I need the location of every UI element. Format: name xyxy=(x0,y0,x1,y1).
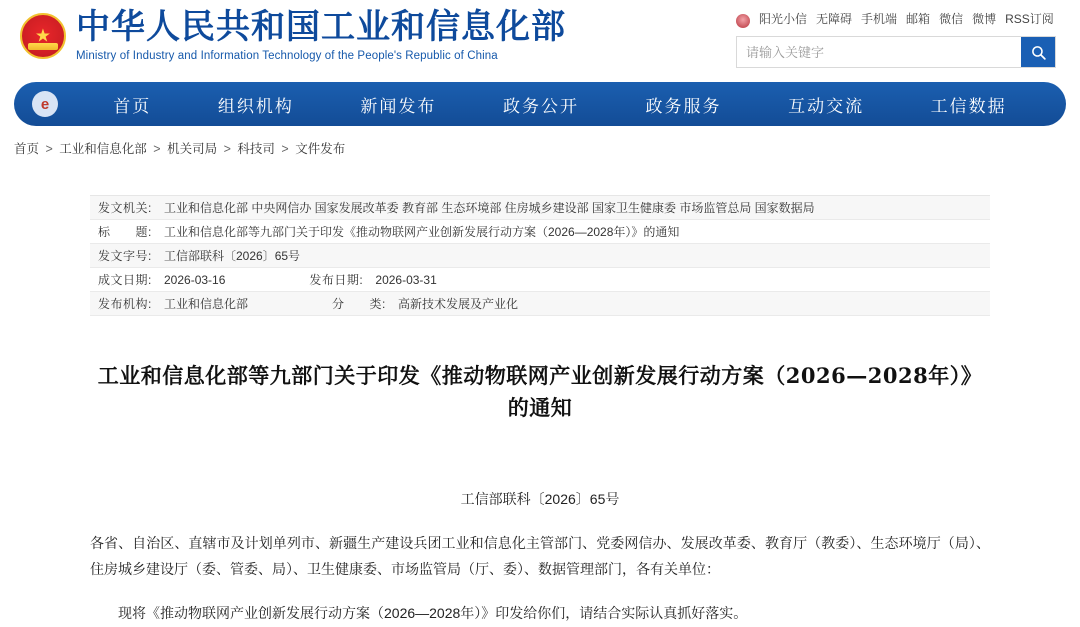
breadcrumb-separator: > xyxy=(45,142,53,156)
meta-label-issuer: 发文机关: xyxy=(98,201,152,215)
top-link-mobile[interactable]: 手机端 xyxy=(861,12,898,26)
meta-value-title: 工业和信息化部等九部门关于印发《推动物联网产业创新发展行动方案（2026—2028年）》的通知 xyxy=(164,225,680,239)
breadcrumb-item-home[interactable]: 首页 xyxy=(14,142,40,156)
nav-item-government-disclosure[interactable]: 政务公开 xyxy=(502,96,579,116)
meta-value-issuer: 工业和信息化部 中央网信办 国家发展改革委 教育部 生态环境部 住房城乡建设部 国家卫生健康委 市场监管总局 国家数据局 xyxy=(164,201,815,215)
breadcrumb xyxy=(0,126,1080,157)
breadcrumb-item-miit[interactable]: 工业和信息化部 xyxy=(59,142,147,156)
top-link-wechat[interactable]: 微信 xyxy=(939,12,964,26)
header-right xyxy=(736,8,1066,68)
nav-item-news[interactable]: 新闻发布 xyxy=(360,96,437,116)
site-title-en: Ministry of Industry and Information Technology of the People's Republic of China xyxy=(76,50,498,63)
meta-label-docnumber: 发文字号: xyxy=(98,249,152,263)
nav-item-home[interactable]: 首页 xyxy=(113,96,152,116)
breadcrumb-item-science-tech[interactable]: 科技司 xyxy=(237,142,275,156)
meta-value-docnumber: 工信部联科〔2026〕65号 xyxy=(164,249,301,263)
nav-item-government-services[interactable]: 政务服务 xyxy=(645,96,722,116)
meta-value-publish-date: 2026-03-31 xyxy=(375,272,437,287)
document-meta-table xyxy=(90,195,990,316)
national-emblem-icon xyxy=(20,13,66,59)
document-paragraph: 各省、自治区、直辖市及计划单列市、新疆生产建设兵团工业和信息化主管部门、党委网信办、发展改革委、教育厅（教委）、生态环境厅（局）、住房城乡建设厅（委、管委、局）、卫生健康委、市场监管局（厅、委）、数据管理部门，各有关单位： xyxy=(90,535,990,577)
main-nav-wrapper xyxy=(0,82,1080,126)
nav-logo-icon[interactable]: e xyxy=(32,91,58,117)
search-icon xyxy=(1030,44,1047,61)
site-title-cn: 中华人民共和国工业和信息化部 xyxy=(76,7,566,47)
breadcrumb-item-departments[interactable]: 机关司局 xyxy=(167,142,218,156)
search-input[interactable] xyxy=(737,37,1021,67)
site-logo[interactable] xyxy=(14,8,566,62)
page-title: 工业和信息化部等九部门关于印发《推动物联网产业创新发展行动方案（2026—2028年）》的通知 xyxy=(97,363,983,420)
top-link-sunshine[interactable]: 阳光小信 xyxy=(759,12,808,26)
breadcrumb-separator: > xyxy=(153,142,161,156)
meta-row xyxy=(90,292,990,316)
breadcrumb-item-document-release[interactable]: 文件发布 xyxy=(295,142,346,156)
meta-row xyxy=(90,268,990,292)
nav-item-data[interactable]: 工信数据 xyxy=(930,96,1007,116)
site-header xyxy=(0,0,1080,82)
sunlight-icon xyxy=(736,14,750,28)
meta-label-title: 标 题: xyxy=(98,225,152,239)
search-bar xyxy=(736,36,1056,68)
top-links xyxy=(736,10,1066,27)
breadcrumb-separator: > xyxy=(223,142,231,156)
nav-items xyxy=(80,92,1066,117)
meta-label-category: 分 类: xyxy=(332,297,386,311)
meta-label-publish-date: 发布日期: xyxy=(309,273,364,287)
meta-value-written-date: 2026-03-16 xyxy=(164,272,226,287)
breadcrumb-separator: > xyxy=(281,142,289,156)
meta-row xyxy=(90,196,990,220)
meta-label-written-date: 成文日期: xyxy=(98,273,152,287)
meta-row xyxy=(90,244,990,268)
meta-label-publisher: 发布机构: xyxy=(98,297,152,311)
nav-item-organization[interactable]: 组织机构 xyxy=(217,96,294,116)
document-number: 工信部联科〔2026〕65号 xyxy=(460,491,620,507)
meta-row xyxy=(90,220,990,244)
top-link-mail[interactable]: 邮箱 xyxy=(906,12,931,26)
meta-value-category: 高新技术发展及产业化 xyxy=(398,297,519,311)
top-link-accessibility[interactable]: 无障碍 xyxy=(816,12,853,26)
document-paragraph: 现将《推动物联网产业创新发展行动方案（2026—2028年）》印发给你们，请结合实际认真抓好落实。 xyxy=(118,604,748,621)
meta-value-publisher: 工业和信息化部 xyxy=(164,297,249,311)
top-link-rss[interactable]: RSS订阅 xyxy=(1005,12,1054,26)
nav-item-interaction[interactable]: 互动交流 xyxy=(788,96,865,116)
main-nav xyxy=(14,82,1066,126)
search-button[interactable] xyxy=(1021,37,1055,67)
document-content xyxy=(0,195,1080,627)
top-link-weibo[interactable]: 微博 xyxy=(972,12,997,26)
